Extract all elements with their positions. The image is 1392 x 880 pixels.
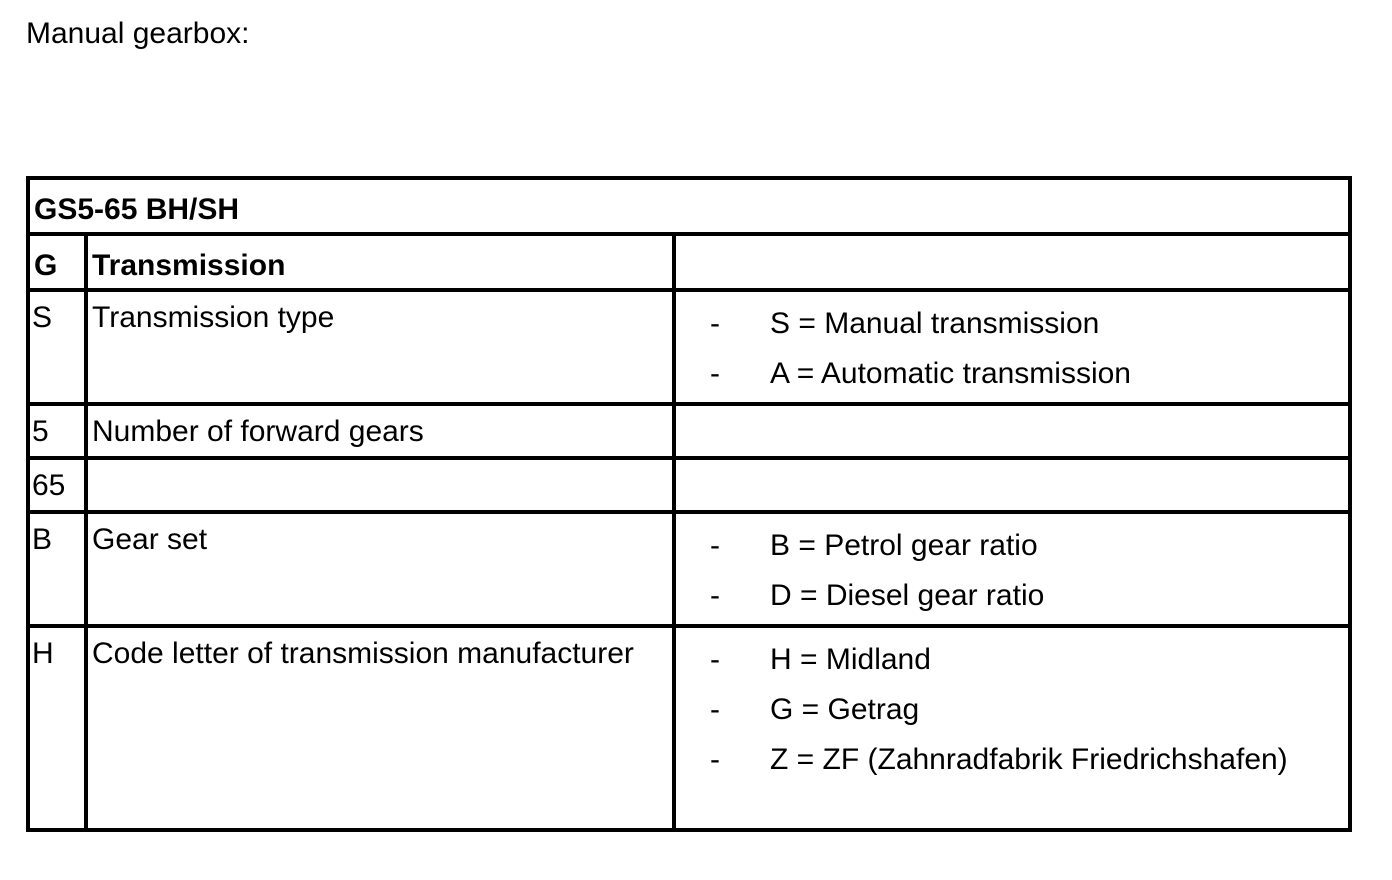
table-title-row [28, 178, 1350, 234]
header-code-cell [28, 234, 86, 290]
row-description: Transmission type [92, 301, 335, 334]
row-values-cell [674, 290, 1350, 404]
dash-bullet: - [710, 693, 720, 726]
table-row [28, 512, 1350, 626]
value-text: S = Manual transmission [770, 307, 1100, 340]
list-item [676, 574, 1348, 618]
row-description: Code letter of transmission manufacturer [92, 637, 634, 670]
table-header-row [28, 234, 1350, 290]
list-item [676, 638, 1348, 682]
row-description-cell [86, 404, 674, 458]
list-item [676, 302, 1348, 346]
table-row [28, 458, 1350, 512]
row-code: 5 [32, 415, 49, 448]
list-item [676, 738, 1348, 782]
value-text: A = Automatic transmission [770, 357, 1131, 390]
header-values-cell [674, 234, 1350, 290]
dash-bullet: - [710, 357, 720, 390]
row-values-cell [674, 404, 1350, 458]
dash-bullet: - [710, 529, 720, 562]
row-code-cell [28, 404, 86, 458]
value-text: G = Getrag [770, 693, 920, 726]
row-description-cell [86, 512, 674, 626]
row-description-cell [86, 626, 674, 830]
dash-bullet: - [710, 579, 720, 612]
row-code-cell [28, 626, 86, 830]
header-label-cell [86, 234, 674, 290]
dash-bullet: - [710, 743, 720, 776]
header-code: G [34, 249, 58, 282]
dash-bullet: - [710, 643, 720, 676]
row-code: H [32, 637, 54, 670]
row-code-cell [28, 290, 86, 404]
value-text: H = Midland [770, 643, 931, 676]
row-description: Number of forward gears [92, 415, 424, 448]
row-code: S [32, 301, 53, 334]
header-label: Transmission [92, 249, 286, 282]
values-list [676, 628, 1348, 782]
table-title-cell [28, 178, 1350, 234]
row-code-cell [28, 512, 86, 626]
list-item [676, 524, 1348, 568]
row-values-cell [674, 626, 1350, 830]
row-description: Gear set [92, 523, 208, 556]
list-item [676, 688, 1348, 732]
dash-bullet: - [710, 307, 720, 340]
table-row [28, 626, 1350, 830]
value-text: Z = ZF (Zahnradfabrik Friedrichshafen) [770, 743, 1288, 776]
row-code-cell [28, 458, 86, 512]
table-row [28, 290, 1350, 404]
gearbox-code-table [26, 176, 1352, 832]
page-heading: Manual gearbox: [26, 17, 250, 50]
table-title: GS5-65 BH/SH [34, 193, 240, 226]
values-list [676, 514, 1348, 618]
row-description-cell [86, 290, 674, 404]
row-values-cell [674, 458, 1350, 512]
values-list [676, 292, 1348, 396]
row-description-cell [86, 458, 674, 512]
list-item [676, 352, 1348, 396]
row-code: 65 [32, 469, 66, 502]
value-text: B = Petrol gear ratio [770, 529, 1038, 562]
row-values-cell [674, 512, 1350, 626]
table-row [28, 404, 1350, 458]
value-text: D = Diesel gear ratio [770, 579, 1045, 612]
row-code: B [32, 523, 53, 556]
row-description [88, 460, 672, 464]
